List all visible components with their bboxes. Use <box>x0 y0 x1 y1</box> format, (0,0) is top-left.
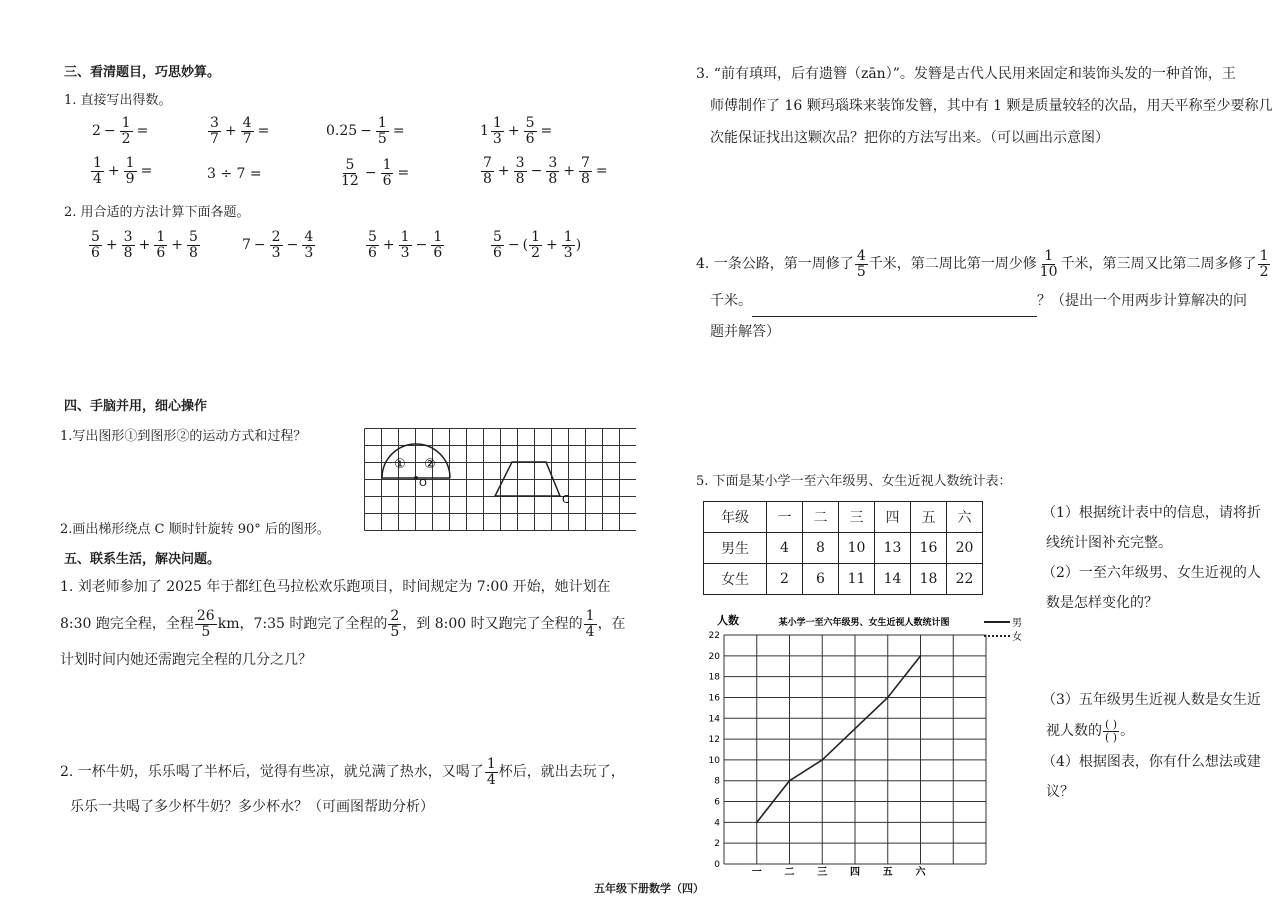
y-tick-label: 2 <box>714 839 720 850</box>
table-cell: 13 <box>875 533 911 564</box>
section3-title: 三、看清题目，巧思妙算。 <box>64 65 221 80</box>
legend-girls-label: 女 <box>1012 632 1022 643</box>
myopia-stats-table <box>703 501 983 595</box>
data-point <box>920 655 922 657</box>
y-tick-label: 14 <box>708 714 720 725</box>
y-tick-label: 6 <box>714 797 720 808</box>
y-tick-label: 8 <box>714 776 720 787</box>
x-tick-label: 六 <box>915 867 926 878</box>
table-cell: 男生 <box>704 533 767 564</box>
table-cell: 11 <box>839 564 875 595</box>
question-4: 4. 一条公路，第一周修了 4 5 千米，第二周比第一周少修 1 10 千米，第三周又比第二周多修了 1 2 千米。 ？（提出一个用两步计算解决的问 题并解答） <box>696 247 1269 340</box>
table-cell: 16 <box>911 533 947 564</box>
table-cell: 六 <box>947 502 983 533</box>
y-tick-label: 4 <box>714 818 720 829</box>
table-row <box>704 564 983 595</box>
calc-expr: 3 7 + $\frac{4}{7}$ = <box>210 115 270 147</box>
data-point <box>789 780 791 782</box>
calc-expr: 0.25 − $\frac{1}{5}$ = <box>326 115 405 147</box>
table-cell: 14 <box>875 564 911 595</box>
table-cell: 年级 <box>704 502 767 533</box>
section4-q1: 1.写出图形①到图形②的运动方式和过程？ <box>60 429 307 444</box>
table-cell: 20 <box>947 533 983 564</box>
calc-expr: 5 6 + $\frac{1}{3}$ − $\frac{1}{6}$ <box>368 229 443 261</box>
point-c-label: C <box>562 493 570 506</box>
x-tick-label: 四 <box>850 867 860 878</box>
x-tick-label: 一 <box>751 867 762 878</box>
section4-q2: 2.画出梯形绕点 C 顺时针旋转 90° 后的图形。 <box>60 522 330 537</box>
calc-expr: 3 ÷ 7 = <box>207 166 262 182</box>
y-tick-label: 20 <box>708 651 720 662</box>
table-cell: 三 <box>839 502 875 533</box>
table-cell: 18 <box>911 564 947 595</box>
point-o <box>414 476 418 480</box>
point-o-label: O <box>419 478 427 489</box>
shape1-label: ① <box>394 457 406 472</box>
table-cell: 四 <box>875 502 911 533</box>
section3-q1: 1. 直接写出得数。 <box>64 93 172 108</box>
table-cell: 2 <box>767 564 803 595</box>
table-row <box>704 533 983 564</box>
shape2-label: ② <box>424 457 436 472</box>
table-cell: 10 <box>839 533 875 564</box>
question-5-parts-1-2: （1）根据统计表中的信息，请将折 线统计图补充完整。 （2）一至六年级男、女生近视的人 数是怎样变化的？ <box>1042 505 1261 611</box>
calc-expr: 5 12 − $\frac{1}{6}$ = <box>341 157 410 189</box>
calc-expr: 2 − $\frac{1}{2}$ = <box>92 115 149 147</box>
table-cell: 8 <box>803 533 839 564</box>
y-tick-label: 18 <box>708 672 720 683</box>
y-tick-label: 22 <box>708 631 720 641</box>
data-point <box>756 822 758 824</box>
question-3: 3. “前有瑱珥，后有遗簪（zān）”。发簪是古代人民用来固定和装饰头发的一种首饰，王 师傅制作了 16 颗玛瑙珠来装饰发簪，其中有 1 颗是质量较轻的次品，用天平称至少要称几 次能保证找出这颗次品？把你的方法写出来。（可以画出示意图） <box>696 66 1273 146</box>
calc-expr: 5 6 + $\frac{3}{8}$ + $\frac{1}{6}$ + $\frac{5}{8}$ <box>91 229 198 261</box>
table-cell: 五 <box>911 502 947 533</box>
line-chart <box>698 605 1038 885</box>
x-tick-label: 五 <box>882 867 893 878</box>
calc-expr: 5 6 − ( 1 2 + $\frac{1}{3}$ ) <box>493 229 582 261</box>
table-cell: 女生 <box>704 564 767 595</box>
table-cell: 一 <box>767 502 803 533</box>
graph-paper-grid <box>364 428 636 532</box>
section5-q1: 1. 刘老师参加了 2025 年于都红色马拉松欢乐跑项目，时间规定为 7:00 开始，她计划在 8:30 跑完全程，全程 26 5 km，7:35 时跑完了全程的 2 5 ，到 8:00 时又跑完了全程的 1 4 ，在 计划时间内她还需跑完全程的几分之几？ <box>60 579 626 668</box>
table-cell: 4 <box>767 533 803 564</box>
calc-expr: 7 8 + $\frac{3}{8}$ − $\frac{3}{8}$ + $\frac{7}{8}$ = <box>483 155 608 187</box>
table-header-row <box>704 502 983 533</box>
y-tick-label: 10 <box>708 755 720 766</box>
table-cell: 6 <box>803 564 839 595</box>
legend-boys-label: 男 <box>1012 618 1022 629</box>
question-5-parts-3-4: （3）五年级男生近视人数是女生近 视人数的 ( ) ( ) 。 （4）根据图表，你有什么想法或建 议？ <box>1042 692 1261 800</box>
y-tick-label: 16 <box>708 693 720 704</box>
page-footer: 五年级下册数学（四） <box>594 882 704 895</box>
y-tick-label: 0 <box>714 860 720 870</box>
data-point <box>854 728 856 730</box>
answer-blank[interactable] <box>752 303 1037 317</box>
section5-q2: 2. 一杯牛奶，乐乐喝了半杯后，觉得有些凉，就兑满了热水，又喝了 1 4 杯后，就出去玩了， 乐乐一共喝了多少杯牛奶？多少杯水？（可画图帮助分析） <box>60 755 625 815</box>
chart-title: 某小学一至六年级男、女生近视人数统计图 <box>778 618 950 628</box>
section5-title: 五、联系生活，解决问题。 <box>64 552 221 567</box>
section3-q2: 2. 用合适的方法计算下面各题。 <box>64 205 250 220</box>
y-tick-label: 12 <box>708 735 720 746</box>
section4-title: 四、手脑并用，细心操作 <box>64 399 208 414</box>
data-point <box>821 759 823 761</box>
data-point <box>887 697 889 699</box>
question-5-intro: 5. 下面是某小学一至六年级男、女生近视人数统计表： <box>696 474 1012 489</box>
calc-expr: 7 − $\frac{2}{3}$ − $\frac{4}{3}$ <box>242 229 314 261</box>
table-cell: 22 <box>947 564 983 595</box>
calc-expr: 1 1 3 + $\frac{5}{6}$ = <box>480 115 553 147</box>
calc-expr: 1 4 + $\frac{1}{9}$ = <box>93 155 153 187</box>
chart-ylabel: 人数 <box>717 614 739 627</box>
x-tick-label: 二 <box>784 867 795 878</box>
x-tick-label: 三 <box>817 867 828 878</box>
table-cell: 二 <box>803 502 839 533</box>
